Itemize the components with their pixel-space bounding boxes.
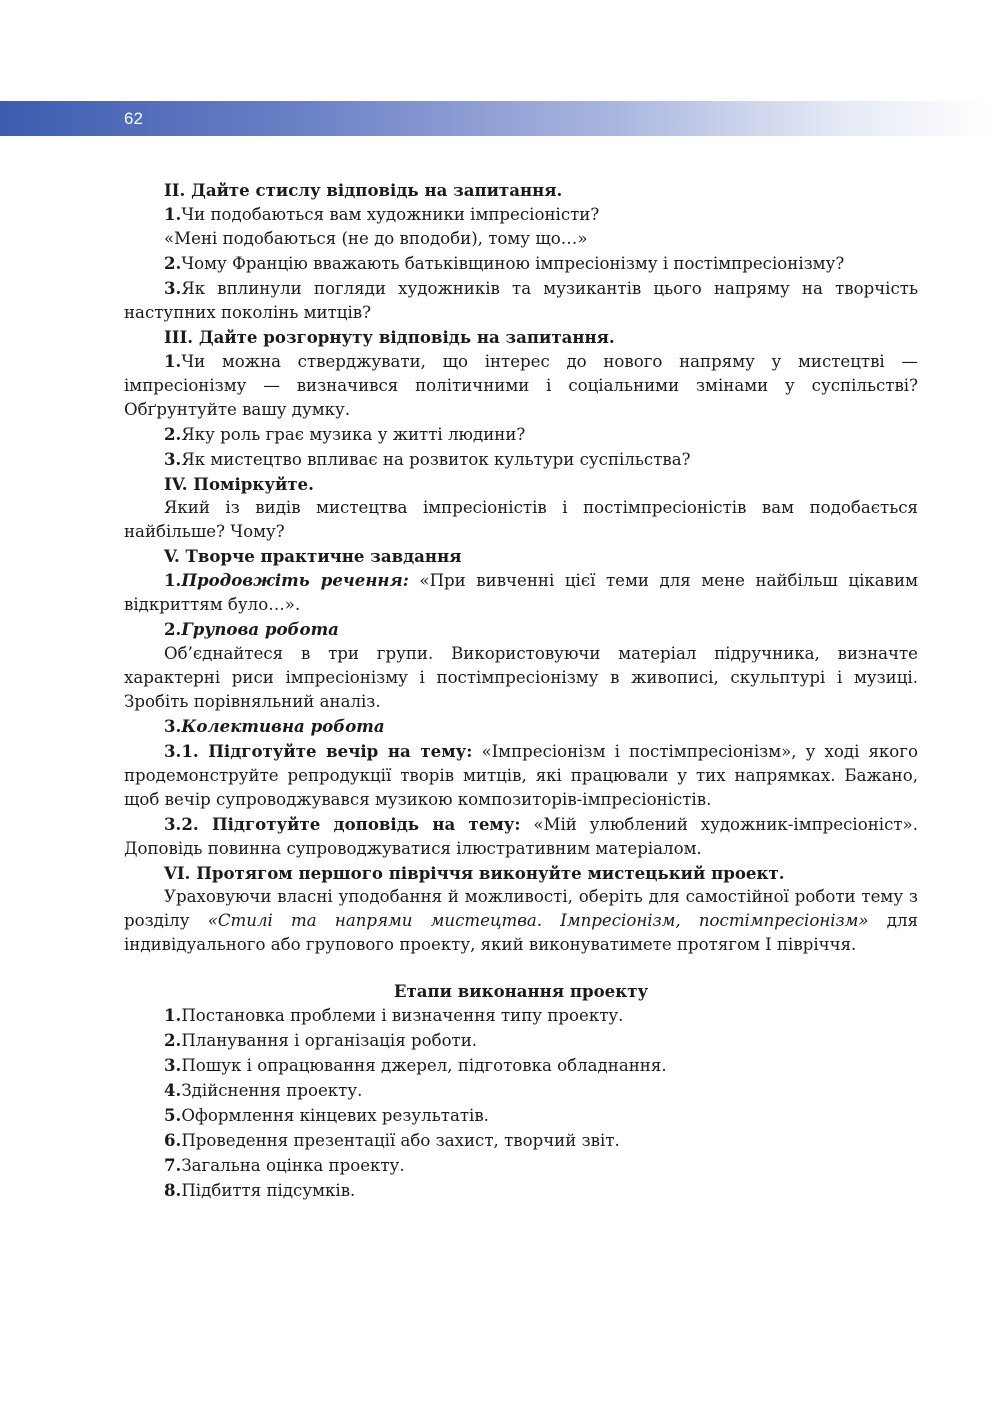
page-number: 62 <box>124 109 143 128</box>
section-2-answer-template: «Мені подобаються (не до вподоби), тому що…» <box>164 229 588 248</box>
task-2-text: Об’єднайтеся в три групи. Використовуючи матеріал підручника, визначте характерні риси імпресіонізму і постімпресіонізму в живописі, скульптурі і музиці. Зробіть порівняльний аналіз. <box>124 644 918 711</box>
task-number: 2. <box>164 619 182 639</box>
question-number: 2. <box>164 253 182 273</box>
stage-text: Пошук і опрацювання джерел, підготовка обладнання. <box>181 1056 667 1075</box>
task-number: 3. <box>164 716 182 736</box>
stage-number: 2. <box>164 1030 182 1050</box>
question-number: 3. <box>164 449 182 469</box>
task-3-1 <box>124 739 918 812</box>
stage-item <box>124 1153 918 1178</box>
section-2-question-2 <box>124 251 918 276</box>
topic-italic: «Стилі та напрями мистецтва. Імпресіонізм, постімпресіонізм» <box>207 911 869 930</box>
stage-text: Проведення презентації або захист, творчий звіт. <box>181 1131 620 1150</box>
question-number: 2. <box>164 424 182 444</box>
question-number: 1. <box>164 204 182 224</box>
stage-number: 1. <box>164 1005 182 1025</box>
stage-number: 7. <box>164 1155 182 1175</box>
task-3-2 <box>124 812 918 861</box>
page-content <box>124 178 918 1203</box>
stages-list <box>124 1003 918 1203</box>
section-4-text: Який із видів мистецтва імпресіоністів і постімпресіоністів вам подобається найбільше? Чому? <box>124 498 918 541</box>
task-label: Колективна робота <box>181 716 385 736</box>
task-1 <box>124 568 918 617</box>
stage-number: 4. <box>164 1080 182 1100</box>
section-5-heading: V. Творче практичне завдання <box>164 546 462 566</box>
section-4-heading: IV. Поміркуйте. <box>164 474 314 494</box>
stage-number: 5. <box>164 1105 182 1125</box>
stages-title: Етапи виконання проекту <box>393 981 649 1001</box>
section-2-question-1 <box>124 202 918 227</box>
stage-text: Здійснення проекту. <box>181 1081 363 1100</box>
question-text: Яку роль грає музика у житті людини? <box>181 425 526 444</box>
subtask-label: 3.1. Підготуйте вечір на тему: <box>164 741 473 761</box>
stage-text: Оформлення кінцевих результатів. <box>181 1106 489 1125</box>
stage-item <box>124 1078 918 1103</box>
section-2-heading: ІІ. Дайте стислу відповідь на запитання. <box>164 180 563 200</box>
question-text: Чому Францію вважають батьківщиною імпресіонізму і постімпресіонізму? <box>181 254 845 273</box>
stage-text: Підбиття підсумків. <box>181 1181 356 1200</box>
stage-item <box>124 1128 918 1153</box>
task-label: Групова робота <box>181 619 339 639</box>
spacer <box>124 957 918 979</box>
stage-number: 6. <box>164 1130 182 1150</box>
section-3-question-1 <box>124 349 918 422</box>
text-segment: для індивідуального або групового проекту, який виконуватимете протягом І півріччя. <box>124 911 918 954</box>
stage-text: Загальна оцінка проекту. <box>181 1156 405 1175</box>
stage-number: 8. <box>164 1180 182 1200</box>
section-6-text <box>124 885 918 957</box>
task-2-heading <box>124 617 918 642</box>
subtask-text: «Імпресіонізм і постімпресіонізм», у ході якого продемонструйте репродукції творів митців, які працювали у тих напрямках. Бажано, щоб вечір супроводжувався музикою композиторів-імпресіоністів. <box>124 742 918 809</box>
stage-item <box>124 1053 918 1078</box>
stage-item <box>124 1003 918 1028</box>
section-3-question-2 <box>124 422 918 447</box>
section-3-question-3 <box>124 447 918 472</box>
stage-text: Планування і організація роботи. <box>181 1031 478 1050</box>
header-band <box>0 101 992 136</box>
section-2-question-3 <box>124 276 918 325</box>
task-text: «При вивченні цієї теми для мене найбільш цікавим відкриттям було…». <box>124 571 918 614</box>
task-number: 1. <box>164 570 182 590</box>
question-number: 3. <box>164 278 182 298</box>
task-label: Продовжіть речення: <box>181 570 409 590</box>
stage-item <box>124 1028 918 1053</box>
question-number: 1. <box>164 351 182 371</box>
subtask-label: 3.2. Підготуйте доповідь на тему: <box>164 814 521 834</box>
question-text: Чи можна стверджувати, що інтерес до нового напряму у мистецтві — імпресіонізму — визначився політичними і соціальними змінами у суспільстві? Обґрунтуйте вашу думку. <box>124 352 918 419</box>
stage-number: 3. <box>164 1055 182 1075</box>
stage-item <box>124 1103 918 1128</box>
text-segment: Ураховуючи власні уподобання й можливості, оберіть для самостійної роботи тему з розділу <box>124 887 918 930</box>
stage-item <box>124 1178 918 1203</box>
subtask-text: «Мій улюблений художник-імпресіоніст». Доповідь повинна супроводжуватися ілюстративним матеріалом. <box>124 815 918 858</box>
question-text: Чи подобаються вам художники імпресіоністи? <box>181 205 600 224</box>
stage-text: Постановка проблеми і визначення типу проекту. <box>181 1006 624 1025</box>
section-6-heading: VІ. Протягом першого півріччя виконуйте мистецький проект. <box>164 863 785 883</box>
section-3-heading: ІІІ. Дайте розгорнуту відповідь на запитання. <box>164 327 615 347</box>
question-text: Як мистецтво впливає на розвиток культури суспільства? <box>181 450 691 469</box>
task-3-heading <box>124 714 918 739</box>
question-text: Як вплинули погляди художників та музикантів цього напряму на творчість наступних поколінь митців? <box>124 279 918 322</box>
